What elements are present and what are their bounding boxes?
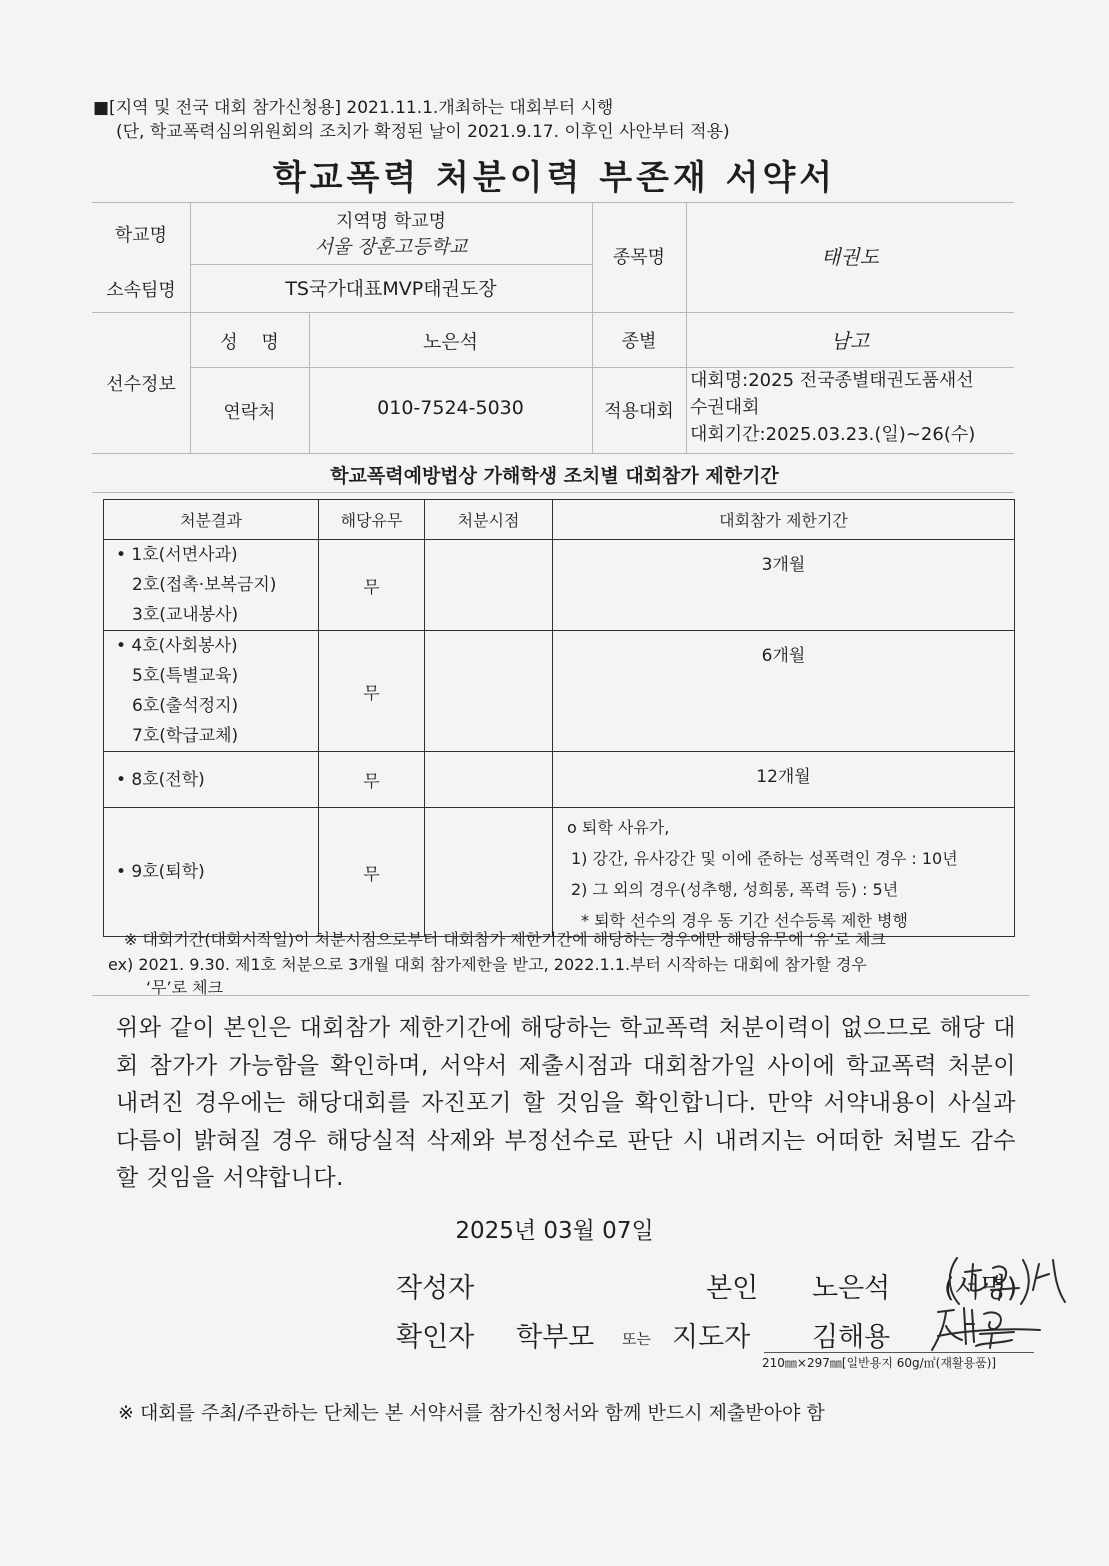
table-header-row — [104, 500, 1015, 540]
restriction-table — [103, 499, 1015, 937]
school-name-value: 서울 장훈고등학교 — [314, 236, 468, 258]
result-cell — [104, 752, 319, 808]
table-row — [104, 631, 1015, 752]
applied-event-line-1: 대회명:2025 전국종별태권도품새선 — [690, 370, 974, 391]
document-title: 학교폭력 처분이력 부존재 서약서 — [272, 158, 837, 198]
or-label: 또는 — [622, 1330, 651, 1348]
table-row — [104, 808, 1015, 937]
name-value: 노은석 — [422, 331, 479, 353]
result-line: • 1호(서면사과) — [116, 545, 238, 565]
contact-label: 연락처 — [223, 402, 276, 423]
limit-cell: 6개월 — [553, 631, 1015, 752]
footer-note: ※ 대회를 주최/주관하는 단체는 본 서약서를 참가신청서와 함께 반드시 제출받아야 함 — [118, 1402, 825, 1424]
withdraw-line: * 퇴학 선수의 경우 동 기간 선수등록 제한 병행 — [581, 911, 908, 930]
table-caption: 학교폭력예방법상 가해학생 조치별 대회참가 제한기간 — [330, 465, 779, 487]
team-label: 소속팀명 — [106, 280, 176, 301]
category-label: 종별 — [621, 331, 657, 352]
result-line: • 8호(전학) — [116, 769, 205, 790]
header-limit: 대회참가 제한기간 — [553, 500, 1015, 540]
result-line: • 4호(사회봉사) — [116, 636, 238, 656]
result-cell — [104, 540, 319, 631]
paper-spec: 210㎜×297㎜[일반용지 60g/㎡(재활용품)] — [762, 1356, 997, 1370]
notice-line-2: (단, 학교폭력심의위원회의 조치가 확정된 날이 2021.9.17. 이후인 사안부터 적용) — [116, 122, 730, 142]
note-1: ※ 대회기간(대회시작일)이 처분시점으로부터 대회참가 제한기간에 해당하는 경우에만 해당유무에 ‘유’로 체크 — [124, 930, 886, 949]
writer-label: 작성자 — [396, 1273, 475, 1304]
applied-event-label: 적용대회 — [604, 401, 674, 422]
event-label: 종목명 — [612, 247, 666, 268]
time-cell — [425, 540, 553, 631]
table-row — [104, 752, 1015, 808]
limit-cell: 12개월 — [553, 752, 1015, 808]
result-line: 7호(학급교체) — [132, 726, 239, 746]
result-line: 2호(접촉·보복금지) — [132, 575, 277, 595]
time-cell — [425, 631, 553, 752]
school-label: 학교명 — [114, 225, 168, 246]
status-cell: 무 — [319, 808, 425, 937]
result-cell — [104, 631, 319, 752]
verifier-label: 확인자 — [396, 1322, 475, 1353]
withdraw-line: 2) 그 외의 경우(성추행, 성희롱, 폭력 등) : 5년 — [571, 880, 899, 899]
limit-cell: 3개월 — [553, 540, 1015, 631]
verifier-name: 김해용 — [812, 1322, 891, 1353]
writer-name: 노은석 — [812, 1273, 891, 1304]
name-label: 성 명 — [220, 332, 279, 353]
player-info-label: 선수정보 — [106, 374, 176, 395]
category-value: 남고 — [830, 329, 870, 353]
result-cell — [104, 808, 319, 937]
applied-event-line-2: 수권대회 — [690, 397, 760, 418]
self-label: 본인 — [706, 1273, 759, 1304]
team-value: TS국가대표MVP태권도장 — [285, 278, 497, 300]
contact-value: 010-7524-5030 — [377, 397, 524, 419]
pledge-text: 위와 같이 본인은 대회참가 제한기간에 해당하는 학교폭력 처분이력이 없으므로 해당 대회 참가가 가능함을 확인하며, 서약서 제출시점과 대회참가일 사이에 학교폭력 처분이 내려진 경우에는 해당대회를 자진포기 할 것임을 확인합니다. 만약 서약내용이 사실과 다름이 밝혀질 경우 해당실적 삭제와 부정선수로 판단 시 내려지는 어떠한 처벌도 감수할 것임을 서약합니다. — [116, 1015, 1016, 1191]
note-2: ex) 2021. 9.30. 제1호 처분으로 3개월 대회 참가제한을 받고, 2022.1.1.부터 시작하는 대회에 참가할 경우 — [108, 955, 867, 974]
time-cell — [425, 808, 553, 937]
event-value: 태권도 — [821, 245, 879, 269]
parent-label: 학부모 — [516, 1322, 595, 1353]
result-line: 5호(특별교육) — [132, 666, 239, 686]
notice-line-1: ■[지역 및 전국 대회 참가신청용] 2021.11.1.개최하는 대회부터 시행 — [93, 98, 614, 118]
header-status: 해당유무 — [319, 500, 425, 540]
note-3: ‘무’로 체크 — [146, 978, 224, 997]
result-line: • 9호(퇴학) — [116, 862, 205, 882]
header-result: 처분결과 — [104, 500, 319, 540]
document-date: 2025년 03월 07일 — [455, 1218, 654, 1244]
applied-event-line-3: 대회기간:2025.03.23.(일)~26(수) — [690, 424, 976, 445]
status-cell: 무 — [319, 631, 425, 752]
withdraw-line: 1) 강간, 유사강간 및 이에 준하는 성폭력인 경우 : 10년 — [571, 849, 958, 868]
time-cell — [425, 752, 553, 808]
withdraw-line: o 퇴학 사유가, — [567, 818, 670, 837]
status-cell: 무 — [319, 540, 425, 631]
withdraw-limit-cell — [553, 808, 1015, 937]
coach-label: 지도자 — [672, 1322, 751, 1353]
result-line: 3호(교내봉사) — [132, 605, 239, 625]
header-time: 처분시점 — [425, 500, 553, 540]
writer-sign-hint: (서명) — [944, 1273, 1018, 1304]
school-hint: 지역명 학교명 — [335, 211, 447, 232]
table-row — [104, 540, 1015, 631]
result-line: 6호(출석정지) — [132, 696, 239, 716]
status-cell: 무 — [319, 752, 425, 808]
